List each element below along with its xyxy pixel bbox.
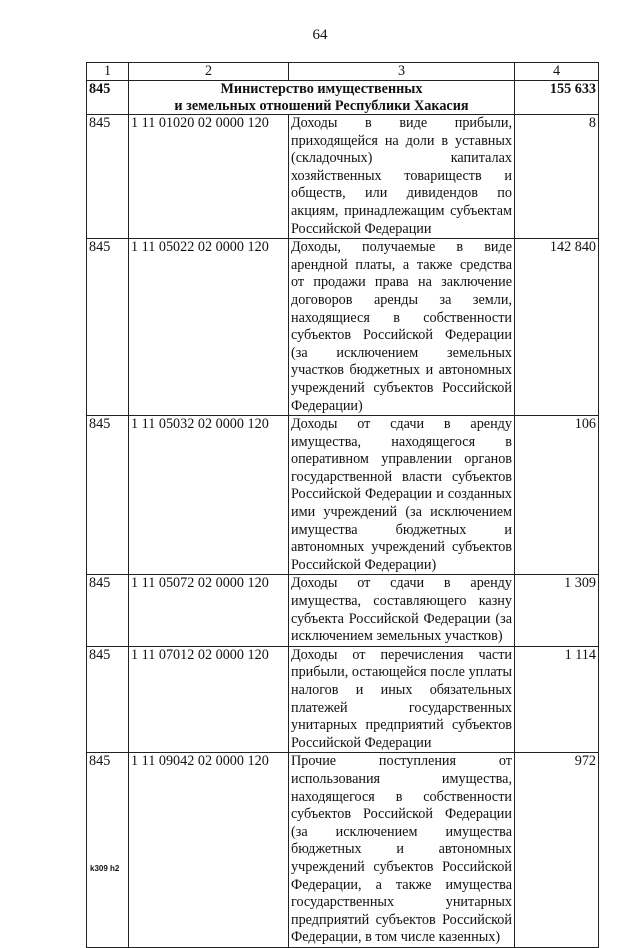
budget-classification-code: 1 11 07012 02 0000 120 [129,646,289,753]
ministry-name [129,81,515,115]
column-header-3: 3 [289,63,515,81]
column-header-1: 1 [87,63,129,81]
admin-code: 845 [87,416,129,575]
admin-code: 845 [87,115,129,239]
column-header-2: 2 [129,63,289,81]
ministry-total: 155 633 [515,81,599,115]
column-header-4: 4 [515,63,599,81]
page-number: 64 [312,27,328,43]
revenue-description: Прочие поступления от использования имущества, находящегося в собственности субъектов Российской Федерации (за исключением имущества бюджетных и автономных учреждений субъектов Российской Федерации, а также имущества государственных унитарных предприятий субъектов Российской Федерации, в том числе казенных) [289,753,515,948]
table-row [87,753,599,948]
revenue-description: Доходы в виде прибыли, приходящейся на доли в уставных (складочных) капиталах хозяйственных товариществ и обществ, или дивидендов по акциям, принадлежащим субъектам Российской Федерации [289,115,515,239]
table-row [87,239,599,416]
ministry-name-line1: Министерство имущественных [220,81,423,97]
revenue-table [86,62,599,948]
budget-classification-code: 1 11 05032 02 0000 120 [129,416,289,575]
admin-code: 845 [87,575,129,646]
revenue-amount: 142 840 [515,239,599,416]
column-number-row [87,63,599,81]
ministry-row [87,81,599,115]
revenue-amount: 1 114 [515,646,599,753]
table-row [87,416,599,575]
revenue-amount: 8 [515,115,599,239]
admin-code: 845 [87,753,129,948]
revenue-description: Доходы от сдачи в аренду имущества, составляющего казну субъекта Российской Федерации (за исключением земельных участков) [289,575,515,646]
budget-classification-code: 1 11 05022 02 0000 120 [129,239,289,416]
revenue-description: Доходы от перечисления части прибыли, остающейся после уплаты налогов и иных обязательных платежей государственных унитарных предприятий субъектов Российской Федерации [289,646,515,753]
table-row [87,115,599,239]
admin-code: 845 [87,646,129,753]
revenue-description: Доходы, получаемые в виде арендной платы, а также средства от продажи права на заключение договоров аренды за земли, находящиеся в собственности субъектов Российской Федерации (за исключением земельных участков бюджетных и автономных учреждений субъектов Российской Федерации) [289,239,515,416]
ministry-code: 845 [87,81,129,115]
table-row [87,575,599,646]
table-row [87,646,599,753]
footer-code: k309 h2 [90,864,120,873]
ministry-name-line2: и земельных отношений Республики Хакасия [174,97,469,114]
revenue-amount: 972 [515,753,599,948]
revenue-description: Доходы от сдачи в аренду имущества, находящегося в оперативном управлении органов государственной власти субъектов Российской Федерации и созданных ими учреждений (за исключением имущества бюджетных и автономных учреждений субъектов Российской Федерации) [289,416,515,575]
budget-classification-code: 1 11 05072 02 0000 120 [129,575,289,646]
admin-code: 845 [87,239,129,416]
budget-classification-code: 1 11 01020 02 0000 120 [129,115,289,239]
budget-classification-code: 1 11 09042 02 0000 120 [129,753,289,948]
revenue-amount: 1 309 [515,575,599,646]
revenue-amount: 106 [515,416,599,575]
